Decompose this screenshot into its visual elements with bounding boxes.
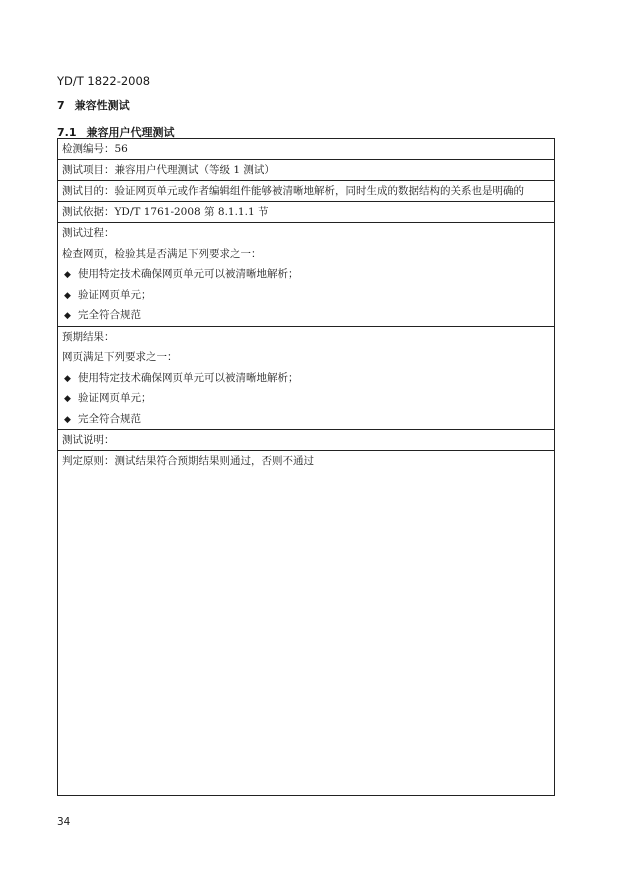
procedure-label: 测试过程： <box>62 227 115 239</box>
section-title: 兼容性测试 <box>74 99 130 112</box>
diamond-bullet-icon: ◆ <box>64 394 71 404</box>
page-number: 34 <box>57 816 71 828</box>
list-item-text: 完全符合规范 <box>78 309 141 321</box>
list-item-text: 验证网页单元； <box>78 288 152 301</box>
expected-label: 预期结果： <box>62 330 115 343</box>
test-id-row: 检测编号：56 <box>58 139 554 160</box>
judgement-criteria-row: 判定原则：测试结果符合预期结果则通过，否则不通过 <box>62 455 314 467</box>
diamond-bullet-icon: ◆ <box>64 290 71 301</box>
subsection-number: 7.1 <box>57 126 77 139</box>
test-purpose-row: 测试目的：验证网页单元或作者编辑组件能够被清晰地解析，同时生成的数据结构的关系也是明确的 <box>58 181 554 202</box>
list-item <box>62 305 550 326</box>
diamond-bullet-icon: ◆ <box>64 373 71 384</box>
diamond-bullet-icon: ◆ <box>64 414 71 425</box>
list-item <box>62 285 550 306</box>
list-item <box>62 409 550 430</box>
list-item-text: 验证网页单元； <box>78 392 152 404</box>
procedure-block <box>58 223 554 327</box>
test-item-row: 测试项目：兼容用户代理测试（等级 1 测试） <box>58 160 554 181</box>
subsection-title: 兼容用户代理测试 <box>86 126 175 139</box>
diamond-bullet-icon: ◆ <box>64 311 71 321</box>
section-number: 7 <box>57 99 65 112</box>
test-basis-row: 测试依据：YD/T 1761-2008 第 8.1.1.1 节 <box>58 202 554 223</box>
list-item-text: 使用特定技术确保网页单元可以被清晰地解析； <box>78 371 299 384</box>
section-heading <box>57 97 130 113</box>
diamond-bullet-icon: ◆ <box>64 270 71 280</box>
test-case-table <box>57 138 555 796</box>
expected-result-block <box>58 327 554 431</box>
list-item-text: 使用特定技术确保网页单元可以被清晰地解析； <box>78 268 299 280</box>
expected-intro: 网页满足下列要求之一： <box>62 351 178 363</box>
list-item <box>62 368 550 389</box>
list-item <box>62 388 550 409</box>
list-item-text: 完全符合规范 <box>78 412 141 425</box>
list-item <box>62 264 550 285</box>
document-id: YD/T 1822-2008 <box>57 74 151 88</box>
procedure-intro: 检查网页，检验其是否满足下列要求之一： <box>62 247 262 260</box>
test-notes-row: 测试说明： <box>58 430 554 451</box>
